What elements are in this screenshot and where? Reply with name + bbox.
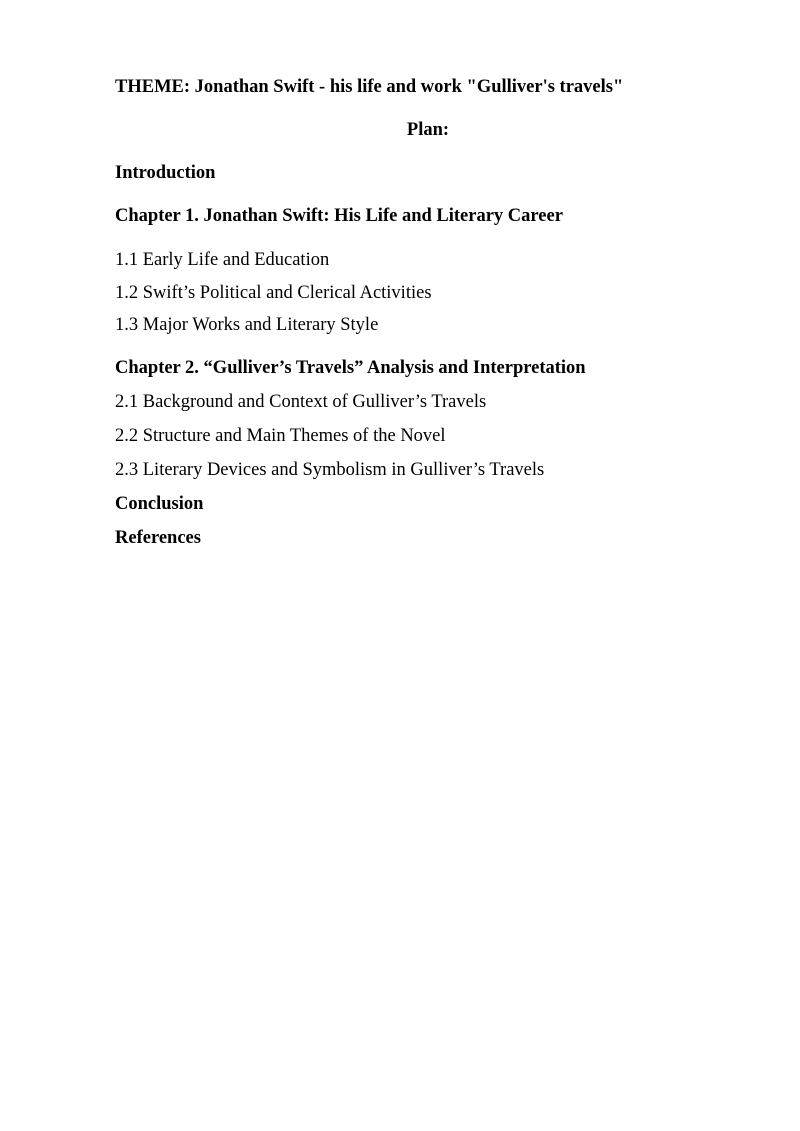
theme-title: THEME: Jonathan Swift - his life and work "Gulliver's travels" <box>115 77 624 97</box>
section-1-1: 1.1 Early Life and Education <box>115 250 330 270</box>
section-1-2: 1.2 Swift’s Political and Clerical Activities <box>115 283 432 303</box>
plan-heading: Plan: <box>406 120 450 140</box>
section-1-3: 1.3 Major Works and Literary Style <box>115 315 379 335</box>
chapter-1-title: Chapter 1. Jonathan Swift: His Life and Literary Career <box>115 206 563 226</box>
introduction-heading: Introduction <box>115 163 216 183</box>
section-2-3: 2.3 Literary Devices and Symbolism in Gulliver’s Travels <box>115 460 545 480</box>
section-2-2: 2.2 Structure and Main Themes of the Novel <box>115 426 446 446</box>
references-heading: References <box>115 528 201 548</box>
section-2-1: 2.1 Background and Context of Gulliver’s Travels <box>115 392 487 412</box>
conclusion-heading: Conclusion <box>115 494 204 514</box>
chapter-2-title: Chapter 2. “Gulliver’s Travels” Analysis and Interpretation <box>115 358 586 378</box>
